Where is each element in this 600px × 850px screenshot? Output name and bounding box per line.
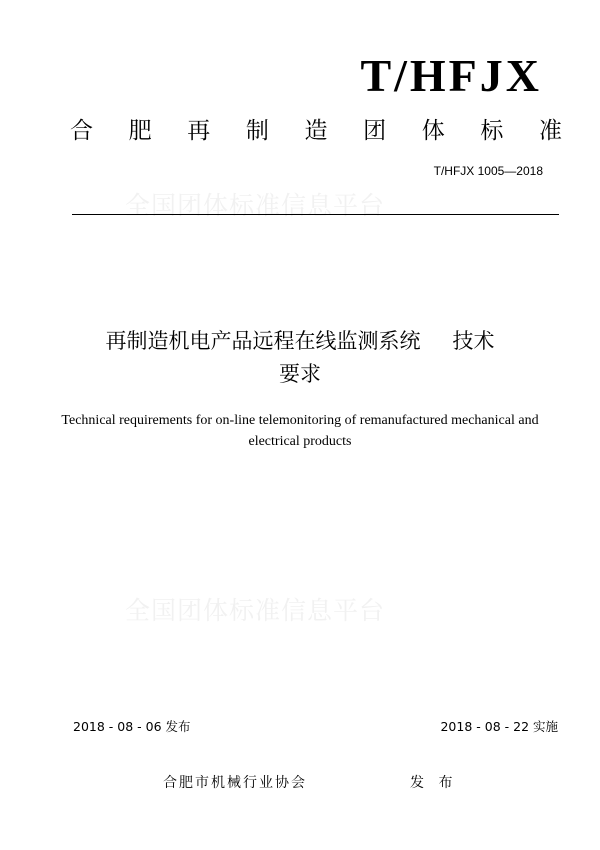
header-divider [72,214,559,215]
standard-type-char: 造 [304,118,328,144]
standard-type-char: 体 [421,118,445,144]
standard-type-char: 准 [539,118,562,144]
title-chinese-line-1 [40,325,560,358]
title-chinese-line-2: 要求 [279,362,321,386]
publisher-name: 合肥市机械行业协会 [163,775,307,791]
publish-label: 发 布 [410,775,458,791]
watermark-middle: 全国团体标准信息平台 [125,596,386,625]
title-chinese-main: 再制造机电产品远程在线监测系统 [105,329,421,353]
title-english-line-2: electrical products [248,434,352,449]
standard-type-char: 制 [245,118,269,144]
standard-type-char: 合 [70,118,93,144]
implementation-date: 2018 - 08 - 22 实施 [440,719,558,734]
title-chinese-suffix: 技术 [452,329,495,353]
issue-date: 2018 - 08 - 06 发布 [73,719,191,734]
watermark-top: 全国团体标准信息平台 [125,191,386,220]
standard-type-char: 团 [363,118,387,144]
title-chinese [40,325,560,391]
title-english [50,410,550,452]
standard-type [70,116,562,146]
title-english-line-1: Technical requirements for on-line telemonitoring of remanufactured mechanical and [61,413,539,428]
standard-type-char: 肥 [128,118,152,144]
standard-type-char: 标 [480,118,504,144]
standard-number: T/HFJX 1005—2018 [433,164,543,178]
standard-code: T/HFJX [360,50,542,101]
standard-type-char: 再 [187,118,211,144]
